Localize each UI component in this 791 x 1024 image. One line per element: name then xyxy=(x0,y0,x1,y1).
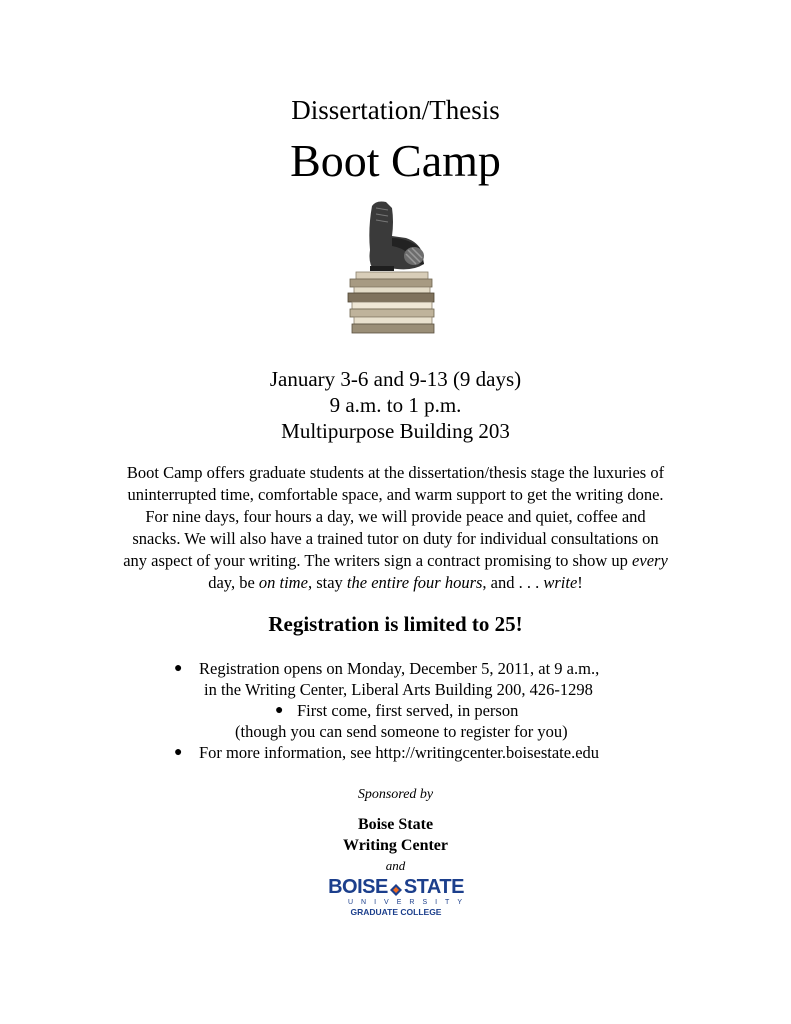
emphasis-every: every xyxy=(632,551,668,570)
description-paragraph xyxy=(60,462,731,594)
bullet-item-text: Registration opens on Monday, December 5, 2011, at 9 a.m., xyxy=(199,659,600,678)
bullet-item-text: (though you can send someone to register for you) xyxy=(235,722,568,741)
sponsor-name-line-2: Writing Center xyxy=(342,837,448,854)
boot-on-books-illustration xyxy=(342,198,442,341)
event-details xyxy=(0,366,791,444)
bullet-item-text: For more information, see http://writingcenter.boisestate.edu xyxy=(199,743,600,762)
bullet-icon: ● xyxy=(275,703,284,718)
event-location: Multipurpose Building 203 xyxy=(281,419,510,443)
event-time: 9 a.m. to 1 p.m. xyxy=(329,393,462,417)
description-text: day, be xyxy=(208,573,259,592)
logo-university: UNIVERSITY xyxy=(348,899,471,906)
flyer-title: Boot Camp xyxy=(290,135,501,186)
registration-heading: Registration is limited to 25! xyxy=(268,612,523,636)
sponsored-by-label: Sponsored by xyxy=(357,787,434,802)
description-line: uninterrupted time, comfortable space, and warm support to get the writing done. xyxy=(127,485,664,504)
logo-word-state: STATE xyxy=(403,876,464,898)
description-line: For nine days, four hours a day, we will provide peace and quiet, coffee and xyxy=(145,507,646,526)
description-text: ! xyxy=(577,573,583,592)
emphasis-write: write xyxy=(543,573,578,592)
bullet-icon: ● xyxy=(174,661,183,676)
description-text: any aspect of your writing. The writers sign a contract promising to show up xyxy=(123,551,633,570)
book-stack-icon xyxy=(348,272,434,333)
emphasis-on-time: on time xyxy=(258,573,308,592)
sponsor-name-line-1: Boise State xyxy=(357,816,434,833)
emphasis-entire-four-hours: the entire four hours xyxy=(346,573,483,592)
logo-graduate-college: GRADUATE COLLEGE xyxy=(350,907,442,917)
and-label: and xyxy=(385,858,406,873)
description-line xyxy=(60,572,731,594)
boise-state-graduate-college-logo xyxy=(328,876,471,918)
event-dates: January 3-6 and 9-13 (9 days) xyxy=(269,367,522,391)
description-text: , and . . . xyxy=(482,573,544,592)
logo-wordmark xyxy=(328,876,464,898)
bullet-icon: ● xyxy=(174,745,183,760)
boot-icon xyxy=(369,202,424,272)
description-line: snacks. We will also have a trained tutor on duty for individual consultations on xyxy=(132,529,659,548)
bronco-logo-icon xyxy=(389,880,403,894)
description-line: Boot Camp offers graduate students at the dissertation/thesis stage the luxuries of xyxy=(126,463,665,482)
bullet-item-text: in the Writing Center, Liberal Arts Building 200, 426-1298 xyxy=(204,680,593,699)
bullet-item-text: First come, first served, in person xyxy=(297,701,519,720)
description-text: , stay xyxy=(307,573,347,592)
flyer-subtitle: Dissertation/Thesis xyxy=(291,95,500,125)
logo-word-boise: BOISE xyxy=(328,876,388,898)
description-line xyxy=(60,550,731,572)
